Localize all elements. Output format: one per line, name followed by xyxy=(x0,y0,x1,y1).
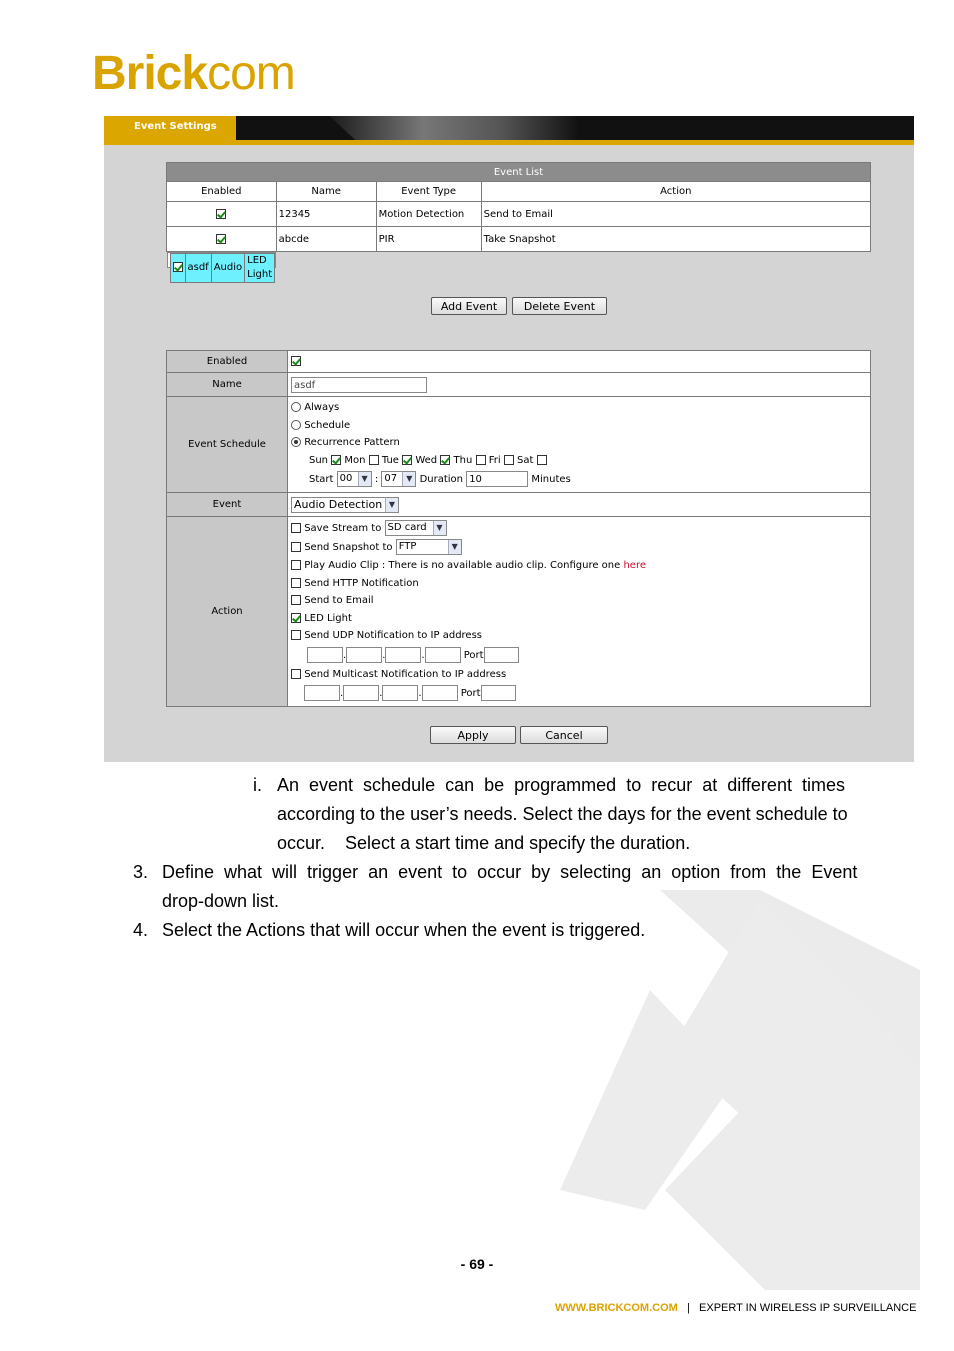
schedule-label: Schedule xyxy=(304,419,351,431)
udp-port-label: Port xyxy=(463,649,484,661)
http-notification-label: Send HTTP Notification xyxy=(304,577,419,589)
chevron-down-icon: ▼ xyxy=(448,540,461,554)
item3-line2: drop-down list. xyxy=(162,891,280,911)
row-enabled-checkbox[interactable] xyxy=(216,209,226,219)
row-action: Take Snapshot xyxy=(481,227,870,252)
multicast-port-label: Port xyxy=(460,688,481,699)
event-list-table xyxy=(166,162,871,280)
start-minute-select[interactable]: 07 ▼ xyxy=(381,471,416,487)
event-list-caption: Event List xyxy=(167,163,871,182)
always-label: Always xyxy=(304,402,340,413)
row-action: Send to Email xyxy=(481,202,870,227)
apply-button[interactable]: Apply xyxy=(430,726,516,744)
always-radio[interactable] xyxy=(291,402,301,412)
col-event-type: Event Type xyxy=(376,182,481,202)
chevron-down-icon: ▼ xyxy=(433,521,446,535)
multicast-checkbox[interactable] xyxy=(291,669,301,679)
chevron-down-icon: ▼ xyxy=(385,498,398,512)
day-label: Mon xyxy=(344,454,366,466)
multicast-port-input[interactable] xyxy=(481,685,516,701)
cancel-button[interactable]: Cancel xyxy=(520,726,608,744)
item3-marker: 3. xyxy=(133,862,149,882)
send-snapshot-select[interactable]: FTP ▼ xyxy=(396,539,462,555)
name-input[interactable]: asdf xyxy=(291,377,427,393)
table-row-selected[interactable] xyxy=(167,252,277,268)
play-audio-checkbox[interactable] xyxy=(291,560,301,570)
item-i-line2: according to the user’s needs. Select the days for the event schedule to xyxy=(277,804,848,824)
configure-here-link[interactable]: here xyxy=(623,560,647,571)
event-label: Event xyxy=(167,493,288,517)
row-name: abcde xyxy=(276,227,376,252)
row-name: asdf xyxy=(185,254,211,283)
row-enabled-checkbox[interactable] xyxy=(216,234,226,244)
add-event-button[interactable]: Add Event xyxy=(431,297,507,315)
led-light-checkbox[interactable] xyxy=(291,613,301,623)
udp-ip-octet-1[interactable] xyxy=(307,647,343,663)
event-settings-panel xyxy=(104,116,914,762)
action-label: Action xyxy=(167,517,288,707)
event-form: Enabled Name asdf Event Schedule Always Schedule Recurrence Pattern Sun Mon Tue Wed Thu Fri Sat Start 00 ▼ : 07 ▼ Duration 10 Minutes Event Audio Detection ▼ Action Save Stream to SD card ▼ Send Snapshot to FTP ▼ Play Audio Clip : There is no available audio clip. Configure one here Send HTTP Notification Send to Email LED Light Send UDP Notification to IP address . . . Port Send Multicast Notification to IP address . . . Port xyxy=(166,350,871,707)
multicast-ip-octet-1[interactable] xyxy=(304,685,340,701)
day-label: Wed xyxy=(415,454,438,466)
udp-checkbox[interactable] xyxy=(291,630,301,640)
day-checkbox-sat[interactable] xyxy=(537,455,547,465)
multicast-ip-octet-2[interactable] xyxy=(343,685,379,701)
row-action: LED Light xyxy=(245,254,275,283)
item4-line1: Select the Actions that will occur when the event is triggered. xyxy=(162,920,646,940)
multicast-ip-octet-3[interactable] xyxy=(382,685,418,701)
day-label: Sat xyxy=(517,454,534,466)
send-email-label: Send to Email xyxy=(304,595,374,606)
top-bar xyxy=(104,116,914,140)
item-i-line3: occur. Select a start time and specify the duration. xyxy=(277,833,691,853)
multicast-ip-octet-4[interactable] xyxy=(422,685,458,701)
footer-tagline: EXPERT IN WIRELESS IP SURVEILLANCE xyxy=(699,1302,917,1314)
delete-event-button[interactable]: Delete Event xyxy=(512,297,607,315)
play-audio-label: Play Audio Clip : There is no available audio clip. Configure one xyxy=(304,560,621,571)
save-stream-select[interactable]: SD card ▼ xyxy=(385,520,447,536)
day-label: Fri xyxy=(488,454,501,466)
table-row[interactable] xyxy=(167,227,871,252)
col-name: Name xyxy=(276,182,376,202)
udp-ip-octet-2[interactable] xyxy=(346,647,382,663)
day-checkbox-mon[interactable] xyxy=(369,455,379,465)
duration-label: Duration xyxy=(419,474,463,485)
item3-line1: Define what will trigger an event to occur by selecting an option from the Event xyxy=(162,862,858,882)
row-name: 12345 xyxy=(276,202,376,227)
item4-marker: 4. xyxy=(133,920,149,940)
udp-port-input[interactable] xyxy=(484,647,519,663)
day-checkbox-fri[interactable] xyxy=(504,455,514,465)
save-stream-checkbox[interactable] xyxy=(291,523,301,533)
day-checkbox-wed[interactable] xyxy=(440,455,450,465)
chevron-down-icon: ▼ xyxy=(402,472,415,486)
enabled-label: Enabled xyxy=(167,351,288,373)
udp-ip-octet-4[interactable] xyxy=(425,647,461,663)
enabled-checkbox[interactable] xyxy=(291,356,301,366)
footer xyxy=(555,1302,916,1314)
recurrence-radio[interactable] xyxy=(291,437,301,447)
col-enabled: Enabled xyxy=(167,182,277,202)
day-label: Thu xyxy=(453,454,473,466)
led-light-label: LED Light xyxy=(304,612,352,624)
day-label: Tue xyxy=(381,454,399,466)
chevron-down-icon: ▼ xyxy=(358,472,371,486)
udp-ip-octet-3[interactable] xyxy=(385,647,421,663)
col-action: Action xyxy=(481,182,870,202)
table-row[interactable] xyxy=(167,202,871,227)
name-label: Name xyxy=(167,373,288,397)
tab-event-settings[interactable]: Event Settings xyxy=(104,116,236,140)
page-number: - 69 - xyxy=(460,1256,494,1272)
day-label: Sun xyxy=(309,454,329,466)
http-notification-checkbox[interactable] xyxy=(291,578,301,588)
row-type: Motion Detection xyxy=(376,202,481,227)
footer-url[interactable]: WWW.BRICKCOM.COM xyxy=(555,1302,678,1314)
day-checkbox-thu[interactable] xyxy=(476,455,486,465)
minutes-label: Minutes xyxy=(531,474,571,485)
duration-input[interactable]: 10 xyxy=(466,471,528,487)
item-i-line1: An event schedule can be programmed to recur at different times xyxy=(277,775,845,795)
row-enabled-checkbox[interactable] xyxy=(173,262,183,272)
udp-label: Send UDP Notification to IP address xyxy=(304,630,482,641)
time-separator: : xyxy=(374,474,379,485)
background-decoration xyxy=(560,890,920,1290)
start-label: Start xyxy=(309,474,334,485)
send-snapshot-label: Send Snapshot to xyxy=(304,542,393,553)
save-stream-label: Save Stream to xyxy=(304,523,382,534)
row-type: Audio xyxy=(211,254,244,283)
event-schedule-label: Event Schedule xyxy=(167,397,288,493)
send-email-checkbox[interactable] xyxy=(291,595,301,605)
item-i-marker: i. xyxy=(253,775,262,795)
day-checkbox-tue[interactable] xyxy=(402,455,412,465)
recurrence-label: Recurrence Pattern xyxy=(304,437,400,448)
send-snapshot-checkbox[interactable] xyxy=(291,542,301,552)
footer-separator: | xyxy=(686,1302,690,1314)
multicast-label: Send Multicast Notification to IP address xyxy=(304,668,507,680)
brickcom-logo: Brickcom xyxy=(92,47,295,100)
schedule-radio[interactable] xyxy=(291,420,301,430)
event-type-select[interactable]: Audio Detection ▼ xyxy=(291,497,399,513)
day-checkbox-sun[interactable] xyxy=(331,455,341,465)
row-type: PIR xyxy=(376,227,481,252)
start-hour-select[interactable]: 00 ▼ xyxy=(337,471,372,487)
